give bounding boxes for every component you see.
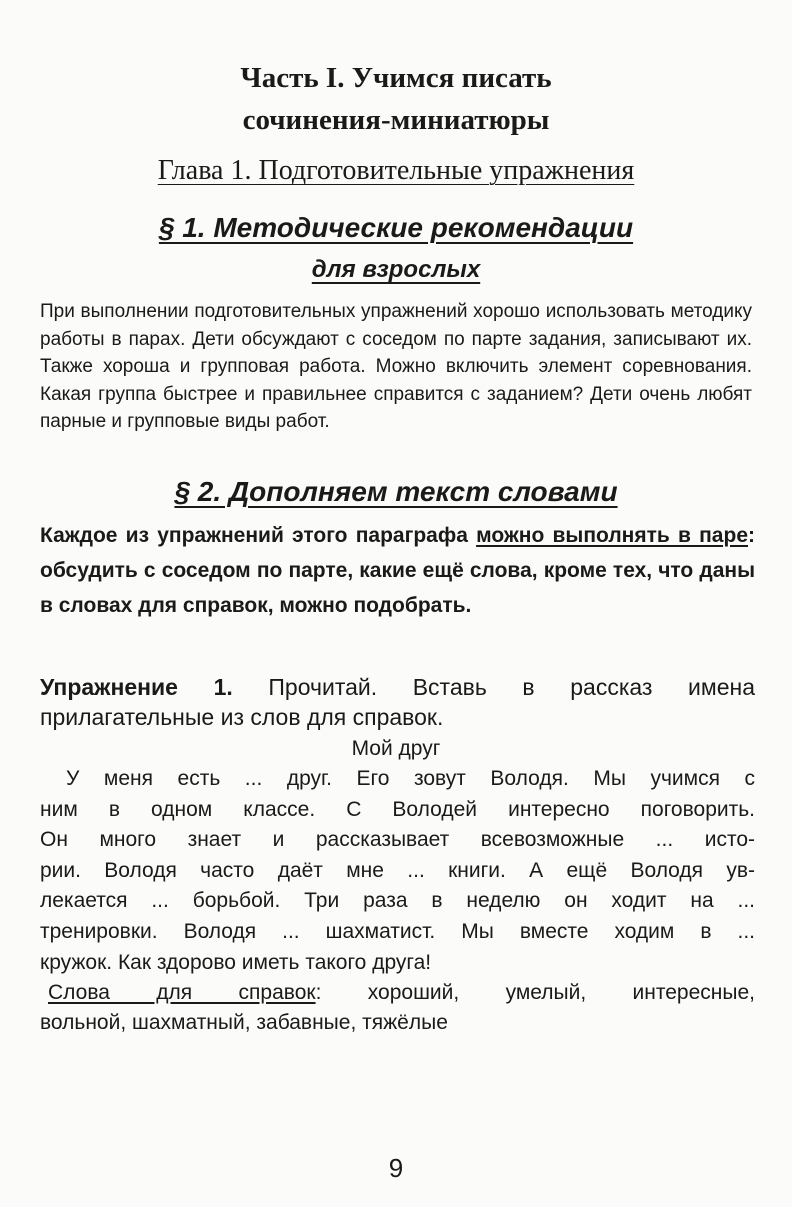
chapter-title-text: Глава 1. Подготовительные упражнения	[157, 155, 635, 186]
section2-title	[0, 472, 792, 512]
story-line: Он много знает и рассказывает всевозможные ... исто-	[40, 828, 755, 852]
story-line: ним в одном классе. С Володей интересно поговорить.	[40, 797, 755, 821]
reference-line2: вольной, шахматный, забавные, тяжёлые	[40, 1011, 448, 1034]
section2-intro-underlined: можно выполнять в паре	[476, 524, 748, 547]
section1-title-line2: для взрослых	[311, 256, 481, 283]
reference-line1-words: : хороший, умелый, интересные,	[315, 981, 755, 1004]
story-title: Мой друг	[351, 737, 441, 760]
exercise1-label: Упражнение 1.	[40, 674, 233, 700]
section1-text: При выполнении подготовительных упражнений хорошо использовать методику работы в парах. Дети обсуждают с соседом по парте задания, записывают их. Также хороша и групповая работа. Можно включить элемент соревнования. Какая группа быстрее и правильнее справится с заданием? Дети очень любят парные и групповые виды работ.	[40, 301, 752, 432]
story-line: рии. Володя часто даёт мне ... книги. А ещё Володя ув-	[40, 858, 755, 882]
reference-label: Слова для справок	[48, 981, 316, 1004]
story-line: лекается ... борьбой. Три раза в неделю он ходит на ...	[40, 889, 755, 913]
story-line: кружок. Как здорово иметь такого друга!	[40, 950, 432, 974]
story-line: У меня есть ... друг. Его зовут Володя. Мы учимся с	[66, 767, 755, 790]
chapter-title	[0, 152, 792, 190]
part-title-line1: Часть I. Учимся писать	[240, 62, 552, 94]
part-title-line2: сочинения-миниатюры	[242, 104, 550, 136]
story-body	[40, 764, 755, 978]
section1-subtitle	[0, 250, 792, 290]
reference-words	[40, 978, 755, 1038]
section2-intro-part2: : обсудить с соседом по парте, какие ещё слова, кроме тех, что даны в словах для справок, можно подобрать.	[40, 524, 755, 617]
section1-title-line1: § 1. Методические рекомендации	[158, 212, 634, 243]
exercise1-instruction-text: Прочитай. Вставь в рассказ имена прилагательные из слов для справок.	[40, 674, 756, 730]
story-line: тренировки. Володя ... шахматист. Мы вместе ходим в ...	[40, 919, 755, 943]
page-number: 9	[388, 1153, 404, 1183]
exercise1-instruction	[40, 672, 755, 732]
section2-title-text: § 2. Дополняем текст словами	[174, 476, 618, 507]
section1-title	[0, 208, 792, 248]
reference-line1	[40, 978, 755, 1008]
section2-intro	[40, 518, 755, 623]
section2-intro-part1: Каждое из упражнений этого параграфа	[40, 524, 477, 547]
